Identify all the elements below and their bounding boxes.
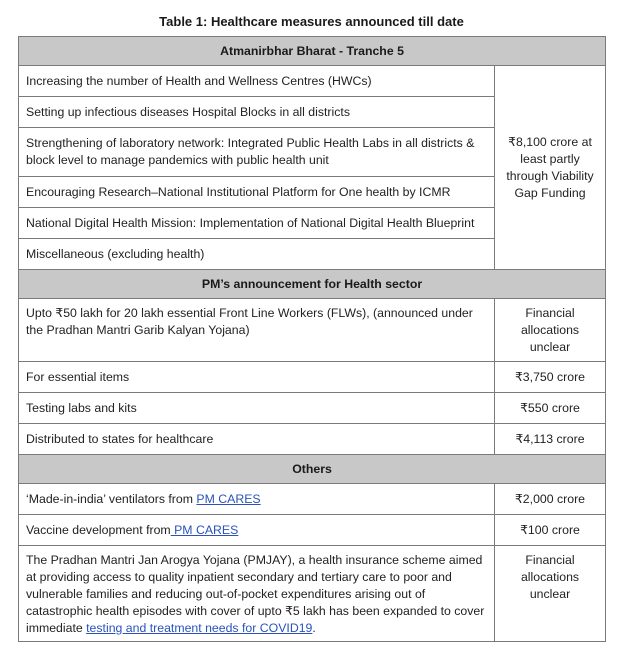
healthcare-measures-table <box>18 36 606 642</box>
table-row <box>19 484 606 515</box>
measure-description: Encouraging Research–National Institutional Platform for One health by ICMR <box>19 177 495 208</box>
table-row <box>19 66 606 97</box>
measure-amount: ₹3,750 crore <box>495 362 606 393</box>
covid-testing-treatment-link[interactable]: testing and treatment needs for COVID19 <box>86 621 313 635</box>
section-header-row <box>19 37 606 66</box>
measure-amount: ₹550 crore <box>495 393 606 424</box>
measure-amount: Financial allocations unclear <box>495 299 606 362</box>
measure-text: ‘Made-in-india’ ventilators from <box>26 491 197 506</box>
pm-cares-link[interactable]: PM CARES <box>196 491 261 506</box>
table-row <box>19 299 606 362</box>
section-header-pm-announcement: PM’s announcement for Health sector <box>19 270 606 299</box>
section-header-others: Others <box>19 455 606 484</box>
pm-cares-link[interactable]: PM CARES <box>170 522 239 537</box>
table-row <box>19 546 606 642</box>
measure-description <box>19 515 495 546</box>
measure-text: The Pradhan Mantri Jan Arogya Yojana (PMJAY), a health insurance scheme aimed at providing access to quality inpatient secondary and tertiary care to poor and vulnerable families and reducing out-of-pocket expenditures arising out of catastrophic health episodes with cover of upto ₹5 lakh has been expanded to cover immediate <box>26 553 485 635</box>
section-header-row <box>19 270 606 299</box>
measure-text: Vaccine development from <box>26 522 171 537</box>
measure-description: Miscellaneous (excluding health) <box>19 239 495 270</box>
measure-description: Upto ₹50 lakh for 20 lakh essential Front Line Workers (FLWs), (announced under the Pradhan Mantri Garib Kalyan Yojana) <box>19 299 495 362</box>
table-row <box>19 424 606 455</box>
measure-description: Strengthening of laboratory network: Integrated Public Health Labs in all districts & block level to manage pandemics with public health unit <box>19 128 495 177</box>
table-row <box>19 393 606 424</box>
measure-description: Testing labs and kits <box>19 393 495 424</box>
section-header-row <box>19 455 606 484</box>
measure-description: Increasing the number of Health and Wellness Centres (HWCs) <box>19 66 495 97</box>
measure-amount: Financial allocations unclear <box>495 546 606 642</box>
measure-description: National Digital Health Mission: Implementation of National Digital Health Blueprint <box>19 208 495 239</box>
measure-description: For essential items <box>19 362 495 393</box>
measure-description <box>19 484 495 515</box>
measure-description <box>19 546 495 642</box>
tranche5-amount-cell: ₹8,100 crore at least partly through Viability Gap Funding <box>495 66 606 270</box>
measure-amount: ₹100 crore <box>495 515 606 546</box>
measure-text-suffix: . <box>312 621 316 635</box>
measure-description: Distributed to states for healthcare <box>19 424 495 455</box>
section-header-atmanirbhar: Atmanirbhar Bharat - Tranche 5 <box>19 37 606 66</box>
measure-amount: ₹2,000 crore <box>495 484 606 515</box>
measure-description: Setting up infectious diseases Hospital Blocks in all districts <box>19 97 495 128</box>
table-row <box>19 515 606 546</box>
table-caption: Table 1: Healthcare measures announced till date <box>159 14 464 29</box>
measure-amount: ₹4,113 crore <box>495 424 606 455</box>
table-row <box>19 362 606 393</box>
